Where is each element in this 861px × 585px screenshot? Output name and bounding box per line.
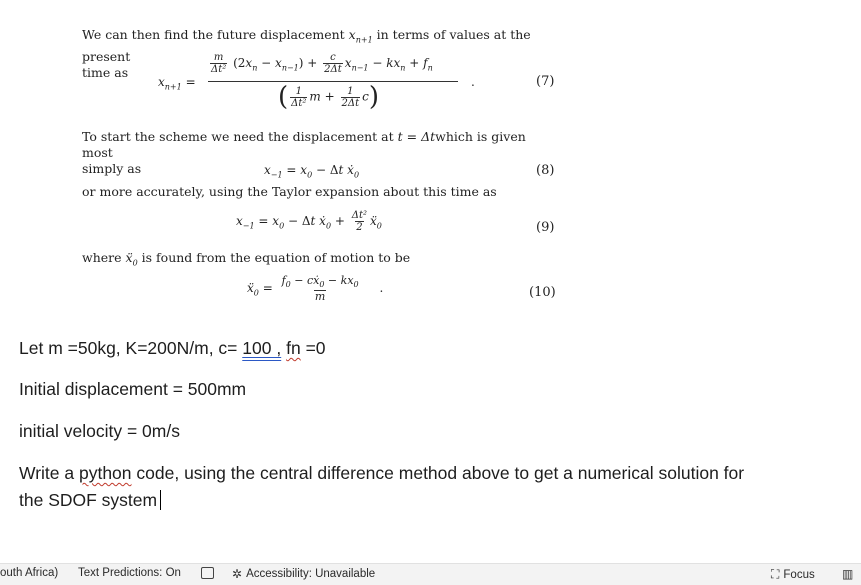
equation-9: $x_{-1} = x_0 - \Delta t$ ẋ$_0$ + $\frac{\text{Δt²}}{2}$ ẍ$_0$: [236, 210, 382, 233]
text-predictions-label: Text Predictions: On: [78, 567, 181, 579]
text: or more accurately, using the Taylor expansion about this time as: [82, 184, 497, 199]
equation-7-lhs: $x_{n+1}$ =: [158, 75, 196, 92]
language-indicator[interactable]: [0, 567, 58, 579]
equation-10: ẍ$_0$ = $\frac{f_0 - cẋ_0 - kx_0}{m}$ .: [247, 274, 384, 304]
doc-line-sdof[interactable]: [19, 490, 161, 511]
grammar-flagged-text[interactable]: 100 ,: [242, 338, 282, 358]
macro-button[interactable]: [201, 567, 214, 579]
text: time as: [82, 64, 129, 80]
equation-7-denominator: ( $\frac{1}{\text{Δt²}}$ m + $\frac{1}{2\Delta t}$ c): [278, 82, 379, 112]
equation-7-number: (7): [536, 74, 555, 89]
focus-icon: ⛶: [771, 567, 780, 581]
equation-8: $x_{-1} = x_0 - \Delta t$ ẋ$_0$: [264, 163, 360, 180]
spelling-flagged-text[interactable]: python: [78, 463, 132, 483]
doc-line-initial-displacement[interactable]: Initial displacement = 500mm: [19, 379, 247, 399]
equation-10-number: (10): [529, 285, 556, 300]
text: code, using the central difference method above to get a numerical solution for: [136, 463, 745, 483]
text: Let m =50kg, K=200N/m, c=: [19, 338, 238, 358]
text: the SDOF system: [19, 490, 158, 510]
language-label: outh Africa): [0, 567, 59, 579]
text: Write a: [19, 463, 75, 483]
focus-button[interactable]: [771, 567, 815, 582]
text-cursor: [160, 490, 161, 510]
read-mode-button[interactable]: [842, 567, 853, 581]
doc-line-parameters[interactable]: [19, 338, 326, 359]
var: x: [348, 27, 356, 42]
text: in terms of values at the present: [82, 27, 531, 64]
spelling-flagged-text[interactable]: fn: [286, 338, 301, 358]
equation-9-number: (9): [536, 220, 555, 235]
text: which is given most: [82, 129, 526, 160]
doc-line-initial-velocity[interactable]: initial velocity = 0m/s: [19, 421, 180, 441]
subscript: n+1: [355, 35, 373, 45]
equation-7-dot: .: [471, 75, 475, 89]
paragraph-where: where ẍ$_0$ is found from the equation of motion to be: [82, 250, 411, 268]
accessibility-icon: ✲: [232, 567, 243, 581]
macro-icon: [201, 567, 214, 579]
text-predictions-indicator[interactable]: [78, 567, 181, 579]
paragraph-taylor: [82, 184, 554, 200]
accessibility-indicator[interactable]: [232, 567, 375, 581]
math: t = Δt: [397, 129, 436, 144]
focus-label: Focus: [783, 568, 815, 581]
doc-line-instruction[interactable]: [19, 463, 744, 484]
accessibility-label: Accessibility: Unavailable: [246, 568, 376, 580]
text: simply as: [82, 161, 142, 176]
text: To start the scheme we need the displacement at: [82, 129, 394, 144]
read-mode-icon: ▥: [842, 567, 854, 581]
equation-8-number: (8): [536, 163, 555, 178]
equation-7-numerator: $\frac{m}{\text{Δt²}}$ $(2x_n - x_{n-1})$ + $\frac{c}{2\Delta t}$ $x_{n-1} - kx_n + f_n$: [211, 52, 433, 75]
text: We can then find the future displacement: [82, 27, 345, 42]
status-bar: [0, 563, 861, 585]
text: is found from the equation of motion to be: [141, 250, 411, 265]
text: where: [82, 250, 122, 265]
text: =0: [305, 338, 326, 358]
